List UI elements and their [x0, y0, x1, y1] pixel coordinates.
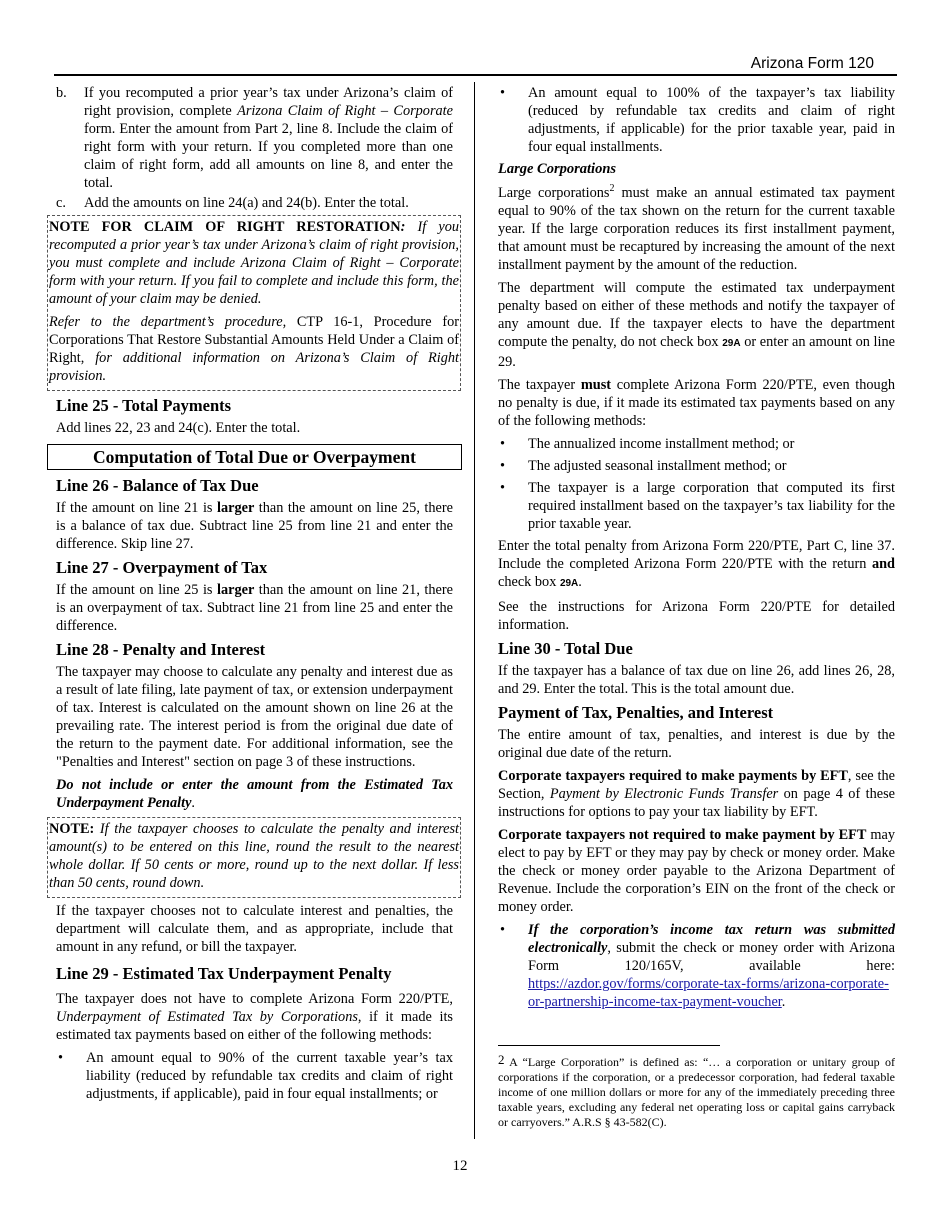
method-seasonal: • The adjusted seasonal installment method; or — [500, 457, 787, 474]
payment-text: The entire amount of tax, penalties, and interest is due by the original due date of the return. — [498, 726, 895, 761]
header-rule — [54, 74, 897, 76]
line27-text: If the amount on line 25 is larger than the amount on line 21, there is an overpayment of tax. Subtract line 21 from line 25 and enter the difference. — [56, 582, 453, 634]
bullet-100-percent: • An amount equal to 100% of the taxpayer’s tax liability (reduced by refundable tax credits and claim of right adjustments, if applicable) for the prior taxable year, paid in four equal installments. — [500, 85, 895, 155]
line28-text: The taxpayer may choose to calculate any penalty and interest due as a result of late filing, late payment of tax, or extension underpayment of tax. Interest is calculated on the amount shown on line 26 at the prevailing rate. The interest period is from the original due date of the return to the payment date. For additional information, see the "Penalties and Interest" section on page 3 of these instructions. — [56, 664, 453, 770]
line29-heading: Line 29 - Estimated Tax Underpayment Penalty — [56, 964, 392, 983]
item-c-text: Add the amounts on line 24(a) and 24(b). Enter the total. — [84, 195, 409, 211]
item-c-marker: c. — [56, 195, 66, 211]
department-compute-text: The department will compute the estimated tax underpayment penalty based on either of these methods and notify the taxpayer of any amount due. If the taxpayer elects to have the department compute the penalty, do not check box 29A or enter an amount on line 29. — [498, 279, 895, 370]
item-b-text: If you recomputed a prior year’s tax under Arizona’s claim of right provision, complete Arizona Claim of Right – Corporate form. Enter the amount from Part 2, line 8. Include the claim of right form with your return. If you completed more than one claim of right form, add all amounts on line 8, and enter the total. — [84, 85, 453, 191]
line28-after: If the taxpayer chooses not to calculate interest and penalties, the department will calculate them, and as appropriate, include that amount in any refund, or bill the taxpayer. — [56, 903, 453, 955]
line30-heading: Line 30 - Total Due — [498, 638, 633, 658]
large-corporations-heading: Large Corporations — [498, 161, 617, 177]
line28-donot: Do not include or enter the amount from the Estimated Tax Underpayment Penalty. — [56, 777, 453, 811]
method-annualized: • The annualized income installment method; or — [500, 435, 795, 452]
checkbox-29a-label: 29A — [722, 337, 741, 349]
column-divider — [474, 82, 475, 1139]
footnote-ref: 2 — [609, 183, 615, 194]
footnote-rule — [498, 1045, 720, 1046]
claim-of-right-note: NOTE FOR CLAIM OF RIGHT RESTORATION: If you recomputed a prior year’s tax under Arizona’s claim of right provision, you must complete and include Arizona Claim of Right – Corporate form with your return. If you fail to complete and include this form, the amount of your claim may be denied. — [49, 219, 459, 307]
bullet-mark: • — [500, 85, 506, 101]
line27-heading: Line 27 - Overpayment of Tax — [56, 558, 268, 577]
eft-not-required-text: Corporate taxpayers not required to make payment by EFT may elect to pay by EFT or they may pay by check or money order. Make the check or money order payable to the Arizona Department of Revenue. Include the corporation’s EIN on the front of the check or money order. — [498, 826, 895, 915]
note2-label: NOTE: — [49, 821, 95, 837]
bullet-mark: • — [500, 921, 506, 938]
line25-heading: Line 25 - Total Payments — [56, 396, 232, 415]
line28-heading: Line 28 - Penalty and Interest — [56, 640, 266, 659]
claim-of-right-refer: Refer to the department’s procedure, CTP 16-1, Procedure for Corporations That Restore Substantial Amounts Held Under a Claim of Right, for additional information on Arizona’s Claim of Right provision. — [49, 314, 459, 384]
bullet-mark: • — [58, 1050, 64, 1066]
form-name-header: Arizona Form 120 — [750, 55, 874, 72]
item-b-marker: b. — [56, 85, 67, 101]
note-label: NOTE FOR CLAIM OF RIGHT RESTORATION — [49, 219, 401, 235]
page-number: 12 — [452, 1158, 468, 1174]
method-large-corp: • The taxpayer is a large corporation that computed its first required installment based on the taxpayer’s tax liability for the prior taxable year. — [500, 479, 895, 532]
line26-heading: Line 26 - Balance of Tax Due — [56, 476, 259, 495]
large-corporations-text: Large corporations$^2$ must make an annual estimated tax payment equal to 90% of the tax shown on the return for the current taxable year. If the large corporation reduces its first installment payment, that amount must be recaptured by increasing the amount of the next installment payment by the amount of the reduction. — [498, 183, 895, 273]
right-column — [498, 84, 895, 1130]
line30-text: If the taxpayer has a balance of tax due on line 26, add lines 26, 28, and 29. Enter the total. This is the total amount due. — [498, 662, 895, 697]
item-c — [56, 194, 453, 212]
left-column — [49, 84, 459, 1107]
enter-penalty-text: Enter the total penalty from Arizona Form 220/PTE, Part C, line 37. Include the completed Arizona Form 220/PTE with the return and check box 29A. — [498, 537, 895, 590]
rounding-note: NOTE: If the taxpayer chooses to calculate the penalty and interest amount(s) to be entered on this line, round the result to the nearest whole dollar. If 50 cents or more, round up to the next dollar. If less than 50 cents, round down. — [49, 821, 459, 891]
item-b — [56, 84, 453, 192]
efile-bullet: • If the corporation’s income tax return was submitted electronically, submit the check or money order with Arizona Form 120/165V, available here: https://azdor.gov/forms/corporate-tax-forms/arizona-corporate-or-partnership-income-tax-payment-voucher. — [500, 921, 895, 1010]
eft-required-text: Corporate taxpayers required to make payments by EFT, see the Section, Payment by Electronic Funds Transfer on page 4 of these instructions for options to pay your tax liability by EFT. — [498, 767, 895, 820]
rounding-note-box — [47, 817, 461, 898]
bullet-mark: • — [500, 479, 506, 496]
claim-of-right-note-box — [47, 215, 461, 391]
bullet-mark: • — [500, 435, 506, 452]
see-instructions-text: See the instructions for Arizona Form 220/PTE for detailed information. — [498, 598, 895, 633]
line26-text: If the amount on line 21 is larger than the amount on line 25, there is a balance of tax due. Subtract line 25 from line 21 and enter the difference. Skip line 27. — [56, 500, 453, 552]
must-complete-text: The taxpayer must complete Arizona Form 220/PTE, even though no penalty is due, if it made its estimated tax payments based on any of the following methods: — [498, 376, 896, 429]
footnote-large-corporation: $^2$ A “Large Corporation” is defined as: “… a corporation or unitary group of corporations if the corporation, or a predecessor corporation, had federal taxable income of one million dollars or more for any of the immediately preceding three taxable years, excluding any federal net operating loss or capital gains carryback or carryovers.” A.R.S § 43-582(C). — [498, 1051, 895, 1129]
payment-heading: Payment of Tax, Penalties, and Interest — [498, 702, 774, 722]
line25-text: Add lines 22, 23 and 24(c). Enter the total. — [56, 420, 301, 436]
line29-text: The taxpayer does not have to complete Arizona Form 220/PTE, Underpayment of Estimated Tax by Corporations, if it made its estimated tax payments based on either of the following methods: — [56, 991, 453, 1043]
bullet-mark: • — [500, 457, 506, 474]
checkbox-29a-label: 29A — [559, 577, 579, 589]
payment-voucher-link[interactable]: https://azdor.gov/forms/corporate-tax-forms/arizona-corporate-or-partnership-income-tax-payment-voucher — [528, 975, 889, 1010]
line29-bullet-90: • An amount equal to 90% of the current taxable year’s tax liability (reduced by refundable tax credits and claim of right adjustments, if applicable), paid in four equal installments; or — [58, 1050, 453, 1102]
computation-title: Computation of Total Due or Overpayment — [47, 444, 462, 470]
